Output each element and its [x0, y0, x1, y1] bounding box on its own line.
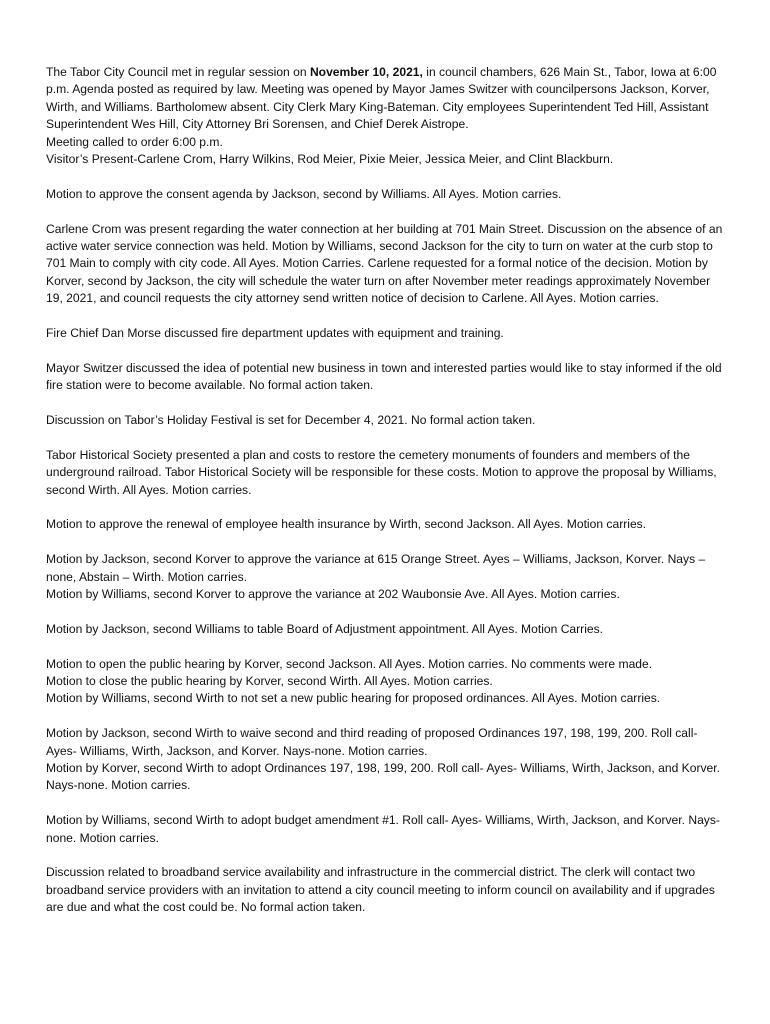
- minutes-paragraph: [46, 656, 730, 708]
- minutes-line: Motion by Williams, second Wirth to not set a new public hearing for proposed ordinances. All Ayes. Motion carries.: [46, 691, 661, 706]
- minutes-line: Motion by Jackson, second Korver to approve the variance at 615 Orange Street. Ayes – Williams, Jackson, Korver. Nays – none, Abstain – Wirth. Motion carries.: [46, 552, 706, 584]
- minutes-paragraph: [46, 812, 730, 847]
- minutes-line: Motion by Williams, second Korver to approve the variance at 202 Waubonsie Ave. All Ayes. Motion carries.: [46, 587, 620, 602]
- visitors-line: Visitor’s Present-Carlene Crom, Harry Wilkins, Rod Meier, Pixie Meier, Jessica Meier, and Clint Blackburn.: [46, 152, 614, 167]
- intro-text-before-date: The Tabor City Council met in regular session on: [46, 65, 310, 79]
- called-to-order-line: Meeting called to order 6:00 p.m.: [46, 134, 223, 149]
- minutes-line: Motion by Jackson, second Wirth to waive second and third reading of proposed Ordinances 197, 198, 199, 200. Roll call- Ayes- Williams, Wirth, Jackson, and Korver. Nays-none. Motion carries.: [46, 726, 698, 758]
- minutes-line: Motion to approve the consent agenda by Jackson, second by Williams. All Ayes. Motion carries.: [46, 186, 562, 201]
- minutes-paragraph: [46, 221, 730, 308]
- minutes-line: Motion by Korver, second Wirth to adopt Ordinances 197, 198, 199, 200. Roll call- Ayes- Williams, Wirth, Jackson, and Korver. Nays-none. Motion carries.: [46, 761, 720, 793]
- minutes-paragraph: [46, 725, 730, 795]
- minutes-line: Motion by Jackson, second Williams to table Board of Adjustment appointment. All Ayes. Motion Carries.: [46, 621, 604, 636]
- meeting-date: November 10, 2021,: [309, 65, 423, 79]
- minutes-line: Motion to approve the renewal of employee health insurance by Wirth, second Jackson. All Ayes. Motion carries.: [46, 517, 647, 532]
- minutes-line: Discussion on Tabor’s Holiday Festival is set for December 4, 2021. No formal action taken.: [46, 413, 536, 428]
- minutes-line: Tabor Historical Society presented a plan and costs to restore the cemetery monuments of founders and members of the underground railroad. Tabor Historical Society will be responsible for these costs. Motion to approve the proposal by Williams, second Wirth. All Ayes. Motion carries.: [46, 447, 717, 497]
- minutes-line: Fire Chief Dan Morse discussed fire department updates with equipment and training.: [46, 326, 504, 341]
- minutes-line: Motion to open the public hearing by Korver, second Jackson. All Ayes. Motion carries. No comments were made.: [46, 656, 653, 671]
- minutes-paragraph: [46, 325, 730, 342]
- minutes-line: Discussion related to broadband service availability and infrastructure in the commercial district. The clerk will contact two broadband service providers with an invitation to attend a city council meeting to inform council on availability and if upgrades are due and what the cost could be. No formal action taken.: [46, 865, 715, 915]
- minutes-line: Motion to close the public hearing by Korver, second Wirth. All Ayes. Motion carries.: [46, 674, 493, 689]
- minutes-paragraph: [46, 447, 730, 499]
- minutes-body: [46, 186, 730, 917]
- minutes-paragraph: [46, 864, 730, 916]
- minutes-paragraph: [46, 516, 730, 533]
- minutes-paragraph: [46, 360, 730, 395]
- minutes-paragraph: [46, 412, 730, 429]
- intro-paragraph: [46, 64, 730, 168]
- minutes-paragraph: [46, 551, 730, 603]
- intro-text-after-date: in council chambers, 626 Main St., Tabor, Iowa at 6:00 p.m. Agenda posted as required by law. Meeting was opened by Mayor James Switzer with councilpersons Jackson, Korver, Wirth, and Williams. Bartholomew absent. City Clerk Mary King-Bateman. City employees Superintendent Ted Hill, Assistant Superintendent Wes Hill, City Attorney Bri Sorensen, and Chief Derek Aistrope.: [46, 65, 717, 132]
- minutes-paragraph: [46, 186, 730, 203]
- minutes-line: Motion by Williams, second Wirth to adopt budget amendment #1. Roll call- Ayes- Williams, Wirth, Jackson, and Korver. Nays-none. Motion carries.: [46, 813, 720, 845]
- minutes-line: Carlene Crom was present regarding the water connection at her building at 701 Main Street. Discussion on the absence of an active water service connection was held. Motion by Williams, second Jackson for the city to turn on water at the curb stop to 701 Main to comply with city code. All Ayes. Motion Carries. Carlene requested for a formal notice of the decision. Motion by Korver, second by Jackson, the city will schedule the water turn on after November meter readings approximately November 19, 2021, and council requests the city attorney send written notice of decision to Carlene. All Ayes. Motion carries.: [46, 221, 723, 306]
- minutes-line: Mayor Switzer discussed the idea of potential new business in town and interested parties would like to stay informed if the old fire station were to become available. No formal action taken.: [46, 360, 722, 393]
- minutes-paragraph: [46, 621, 730, 638]
